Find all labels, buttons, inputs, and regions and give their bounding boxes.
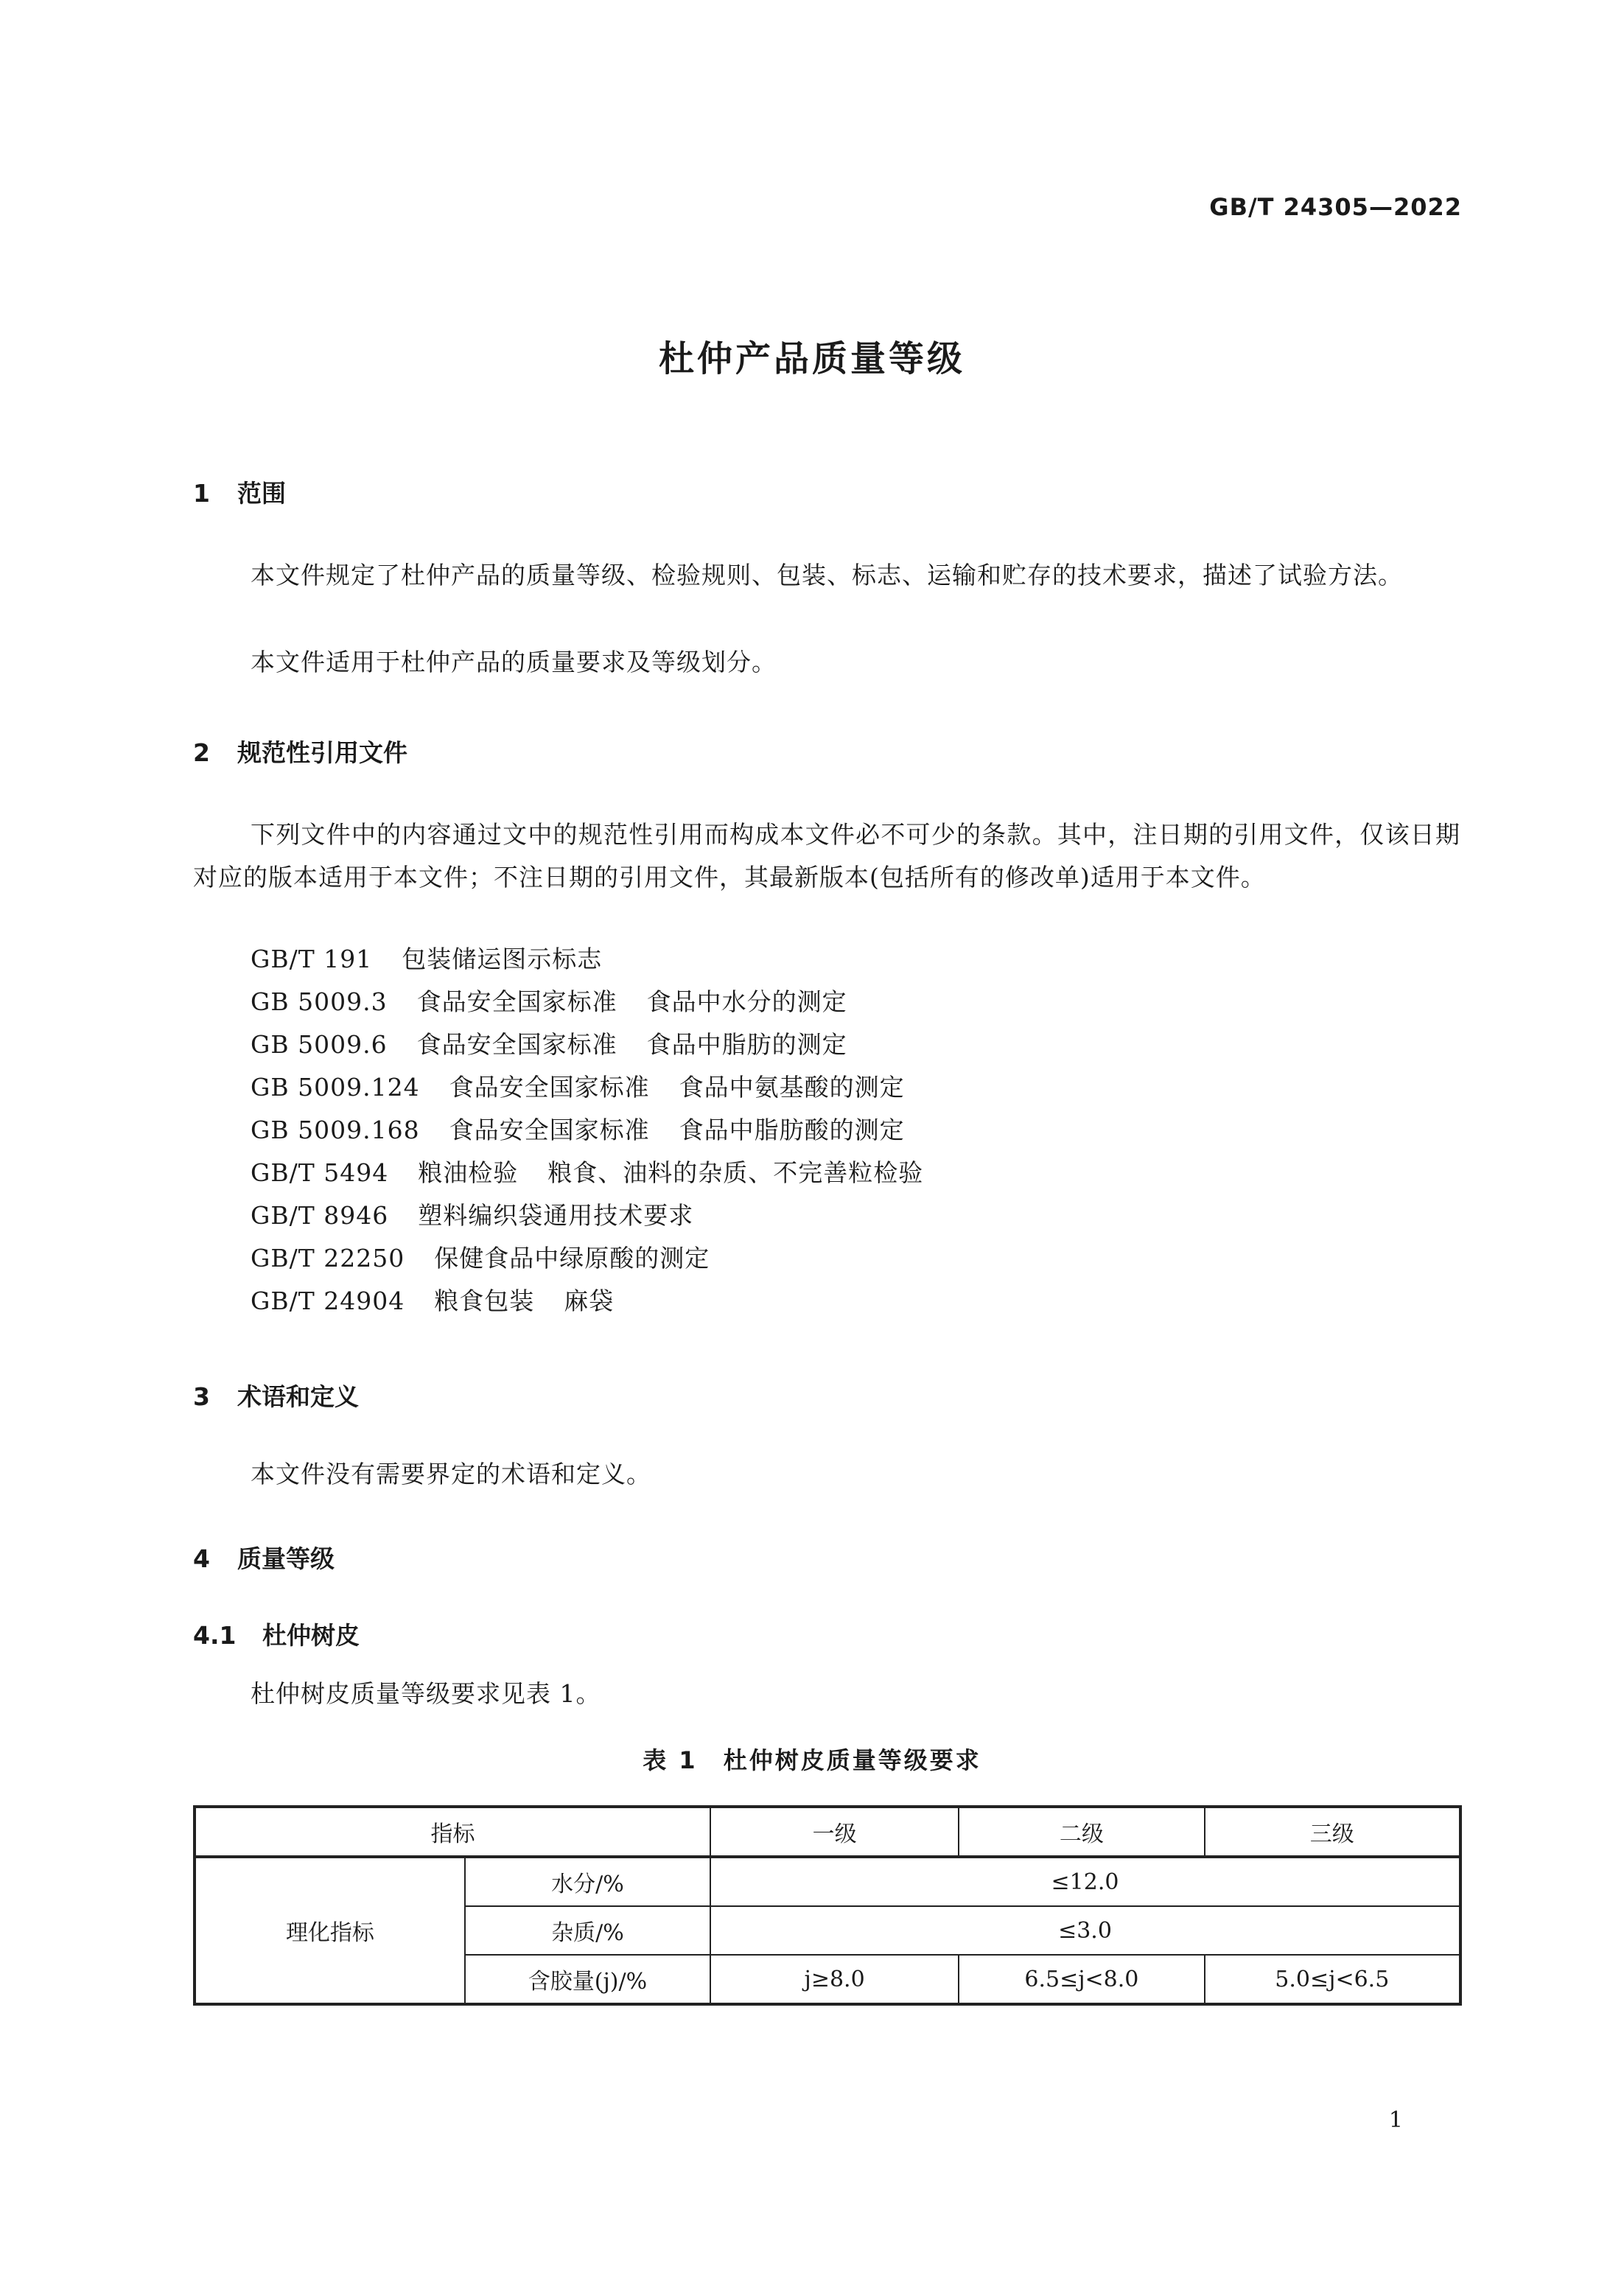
value-cell: 6.5≤j<8.0 (959, 1955, 1204, 2004)
standard-number: GB/T 24305—2022 (1209, 193, 1462, 221)
value-cell: ≤3.0 (710, 1906, 1460, 1955)
section-title: 术语和定义 (237, 1382, 359, 1411)
reference-code: GB 5009.124 (251, 1073, 420, 1102)
section-4-1-paragraph-1: 杜仲树皮质量等级要求见表 1。 (251, 1679, 601, 1708)
value-cell: ≤12.0 (710, 1857, 1460, 1906)
reference-title: 食品安全国家标准 (416, 987, 617, 1016)
reference-item (251, 940, 602, 975)
value-cell: 5.0≤j<6.5 (1205, 1955, 1460, 2004)
reference-code: GB/T 5494 (251, 1158, 389, 1187)
section-title: 范围 (237, 479, 286, 508)
header-indicator: 指标 (195, 1807, 710, 1857)
reference-item (251, 983, 847, 1018)
reference-title: 塑料编织袋通用技术要求 (418, 1201, 694, 1230)
reference-item (251, 1026, 847, 1060)
section-number: 1 (193, 479, 210, 508)
reference-code: GB 5009.168 (251, 1116, 420, 1144)
section-number: 4.1 (193, 1621, 237, 1650)
section-2-paragraph-1: 下列文件中的内容通过文中的规范性引用而构成本文件必不可少的条款。其中，注日期的引用文件，仅该日期对应的版本适用于本文件；不注日期的引用文件，其最新版本(包括所有的修改单)适用于本文件。 (193, 820, 1460, 892)
reference-code: GB/T 191 (251, 945, 373, 973)
section-1-paragraph-2: 本文件适用于杜仲产品的质量要求及等级划分。 (251, 648, 777, 676)
reference-code: GB 5009.3 (251, 987, 388, 1016)
section-4-heading (193, 1540, 335, 1575)
indicator-cell: 杂质/% (465, 1906, 710, 1955)
reference-title: 粮食包装 (434, 1286, 535, 1315)
section-1-heading (193, 475, 286, 509)
reference-item (251, 1197, 693, 1231)
indicator-cell: 水分/% (465, 1857, 710, 1906)
section-number: 2 (193, 738, 210, 767)
reference-code: GB/T 8946 (251, 1201, 389, 1230)
document-title: 杜仲产品质量等级 (658, 338, 965, 379)
reference-item (251, 1239, 710, 1274)
reference-subtitle: 食品中脂肪酸的测定 (679, 1116, 905, 1144)
section-title: 质量等级 (237, 1544, 335, 1573)
section-2-heading (193, 734, 407, 769)
section-title: 杜仲树皮 (262, 1621, 360, 1650)
reference-title: 包装储运图示标志 (402, 945, 603, 973)
reference-title: 食品安全国家标准 (416, 1030, 617, 1059)
reference-subtitle: 食品中氨基酸的测定 (679, 1073, 905, 1102)
reference-title: 保健食品中绿原酸的测定 (434, 1244, 710, 1272)
section-number: 4 (193, 1544, 210, 1573)
section-4-1-heading (193, 1617, 360, 1651)
page-number: 1 (1388, 2107, 1403, 2133)
reference-code: GB 5009.6 (251, 1030, 388, 1059)
header-grade-1: 一级 (710, 1807, 959, 1857)
header-grade-2: 二级 (959, 1807, 1204, 1857)
reference-item (251, 1282, 614, 1317)
quality-grade-table (193, 1805, 1462, 2006)
section-title: 规范性引用文件 (237, 738, 407, 767)
reference-title: 粮油检验 (418, 1158, 519, 1187)
reference-code: GB/T 22250 (251, 1244, 405, 1272)
group-cell: 理化指标 (195, 1857, 465, 2004)
section-3-paragraph-1: 本文件没有需要界定的术语和定义。 (251, 1460, 651, 1488)
reference-code: GB/T 24904 (251, 1286, 405, 1315)
value-cell: j≥8.0 (710, 1955, 959, 2004)
reference-title: 食品安全国家标准 (449, 1116, 650, 1144)
reference-subtitle: 食品中脂肪的测定 (646, 1030, 847, 1059)
reference-subtitle: 麻袋 (564, 1286, 615, 1315)
reference-item (251, 1154, 923, 1188)
reference-item (251, 1111, 905, 1146)
reference-item (251, 1068, 905, 1103)
section-1-paragraph-1: 本文件规定了杜仲产品的质量等级、检验规则、包装、标志、运输和贮存的技术要求，描述了试验方法。 (251, 561, 1403, 589)
reference-subtitle: 食品中水分的测定 (646, 987, 847, 1016)
table-1-caption: 表 1 杜仲树皮质量等级要求 (643, 1746, 981, 1774)
table-row (195, 1857, 1460, 1906)
header-grade-3: 三级 (1205, 1807, 1460, 1857)
section-number: 3 (193, 1382, 210, 1411)
reference-title: 食品安全国家标准 (449, 1073, 650, 1102)
table-header-row (195, 1807, 1460, 1857)
section-3-heading (193, 1378, 359, 1412)
reference-subtitle: 粮食、油料的杂质、不完善粒检验 (547, 1158, 924, 1187)
indicator-cell: 含胶量(j)/% (465, 1955, 710, 2004)
